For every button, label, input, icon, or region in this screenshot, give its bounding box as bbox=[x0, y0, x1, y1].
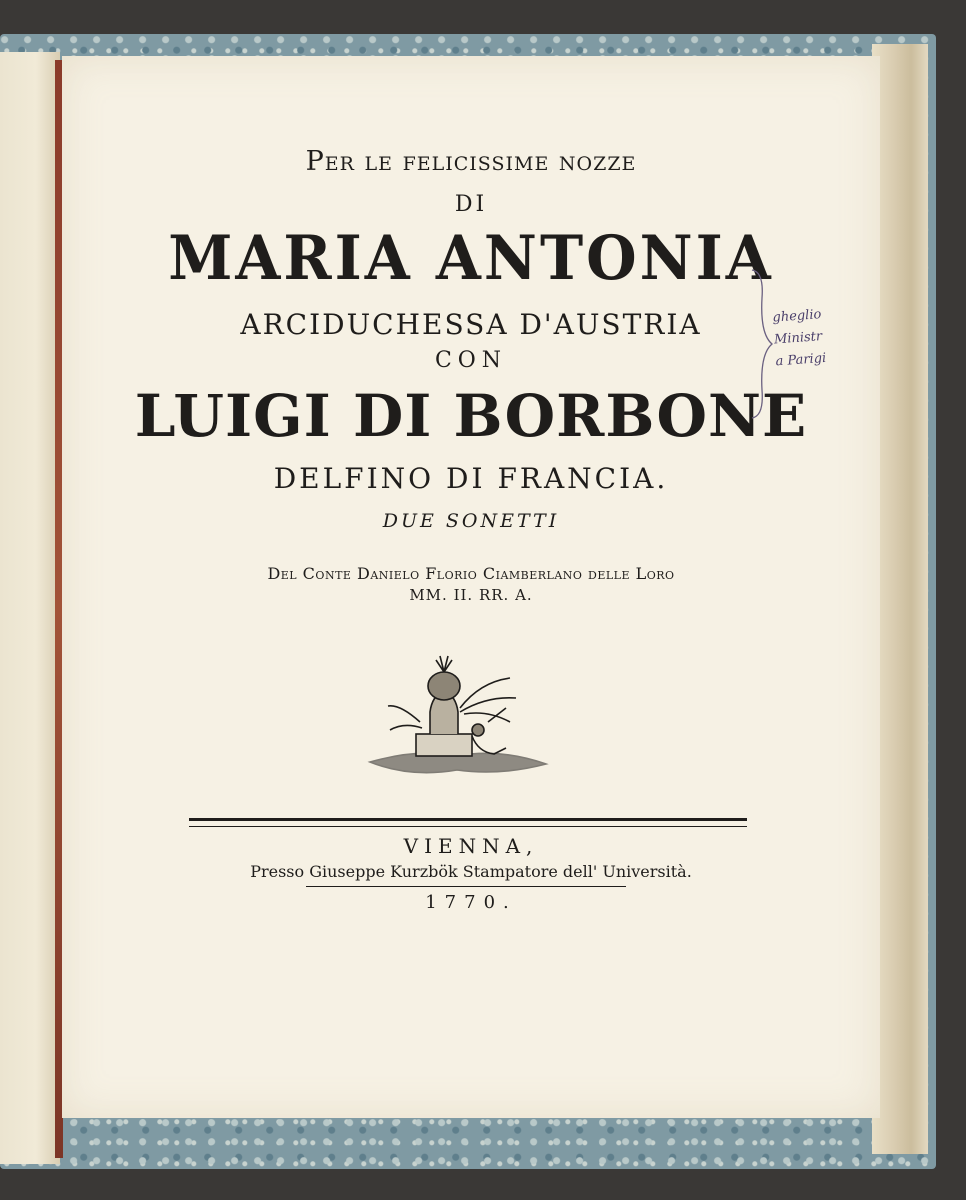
manuscript-brace-icon bbox=[750, 268, 774, 420]
imprint-printer: Presso Giuseppe Kurzbök Stampatore dell' Università. bbox=[250, 862, 692, 881]
imprint-year: 1770. bbox=[425, 892, 517, 913]
title-line-1: Per le felicissime nozze bbox=[305, 146, 637, 177]
conjunction: CON bbox=[434, 348, 508, 373]
thin-rule bbox=[306, 886, 626, 887]
printer-vignette-icon bbox=[360, 652, 554, 784]
title-line-2: DI bbox=[454, 192, 488, 217]
annotation-line-2: a Parigi bbox=[775, 350, 827, 370]
annotation-line-1: gheglio Ministr bbox=[772, 307, 823, 348]
imprint-city: VIENNA, bbox=[403, 834, 539, 858]
page-block-edge bbox=[872, 44, 928, 1154]
groom-name: LUIGI DI BORBONE bbox=[134, 382, 808, 450]
author-line-1: Del Conte Danielo Florio Ciamberlano delle Loro bbox=[267, 564, 675, 583]
facing-page-edge bbox=[0, 52, 60, 1164]
double-rule bbox=[189, 818, 747, 827]
groom-title: DELFINO DI FRANCIA. bbox=[273, 462, 669, 495]
author-line-2: MM. II. RR. A. bbox=[409, 586, 533, 604]
title-page bbox=[62, 56, 880, 1118]
manuscript-annotation bbox=[772, 301, 876, 374]
bride-name: MARIA ANTONIA bbox=[168, 222, 774, 294]
work-title: DUE SONETTI bbox=[382, 510, 560, 532]
bride-title: ARCIDUCHESSA D'AUSTRIA bbox=[240, 308, 702, 341]
